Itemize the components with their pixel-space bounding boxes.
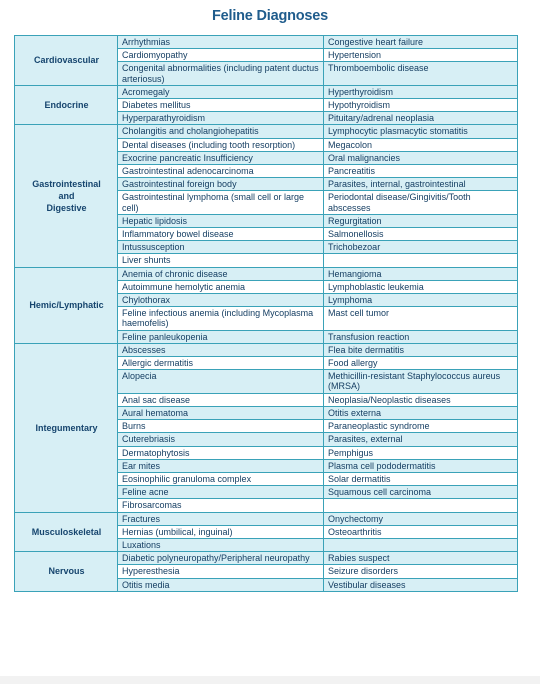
diagnosis-cell-right: Hemangioma [324, 267, 518, 280]
diagnosis-cell-left: Liver shunts [118, 254, 324, 267]
diagnosis-cell-right: Periodontal disease/Gingivitis/Tooth abscesses [324, 191, 518, 214]
table-row [15, 512, 518, 525]
diagnosis-cell-right: Flea bite dermatitis [324, 343, 518, 356]
diagnosis-cell-left: Abscesses [118, 343, 324, 356]
category-label: Hemic/Lymphatic [29, 300, 104, 311]
diagnosis-cell-right: Paraneoplastic syndrome [324, 420, 518, 433]
diagnosis-cell-left: Allergic dermatitis [118, 357, 324, 370]
diagnosis-cell-right: Lymphoma [324, 294, 518, 307]
diagnosis-cell-left: Cardiomyopathy [118, 49, 324, 62]
category-cell [15, 36, 118, 86]
diagnosis-cell-left: Dermatophytosis [118, 446, 324, 459]
diagnosis-cell-left: Eosinophilic granuloma complex [118, 472, 324, 485]
diagnosis-cell-left: Autoimmune hemolytic anemia [118, 280, 324, 293]
diagnosis-cell-right: Hypertension [324, 49, 518, 62]
diagnosis-cell-right: Pancreatitis [324, 165, 518, 178]
diagnosis-cell-right: Osteoarthritis [324, 525, 518, 538]
category-cell [15, 267, 118, 343]
diagnosis-cell-right: Oral malignancies [324, 151, 518, 164]
diagnosis-cell-left: Otitis media [118, 578, 324, 591]
diagnosis-cell-left: Chylothorax [118, 294, 324, 307]
diagnosis-cell-right: Regurgitation [324, 214, 518, 227]
diagnoses-table-body [15, 36, 518, 592]
diagnosis-cell-left: Aural hematoma [118, 406, 324, 419]
diagnosis-cell-left: Hernias (umbilical, inguinal) [118, 525, 324, 538]
diagnosis-cell-right: Salmonellosis [324, 228, 518, 241]
diagnosis-cell-left: Gastrointestinal lymphoma (small cell or large cell) [118, 191, 324, 214]
diagnosis-cell-right: Hypothyroidism [324, 99, 518, 112]
table-row [15, 85, 518, 98]
category-label: Endocrine [44, 100, 89, 111]
diagnosis-cell-right: Lymphoblastic leukemia [324, 280, 518, 293]
diagnosis-cell-right: Hyperthyroidism [324, 85, 518, 98]
diagnosis-cell-left: Cholangitis and cholangiohepatitis [118, 125, 324, 138]
diagnosis-cell-left: Hepatic lipidosis [118, 214, 324, 227]
diagnosis-cell-right: Transfusion reaction [324, 330, 518, 343]
diagnosis-cell-right: Plasma cell pododermatitis [324, 459, 518, 472]
diagnosis-cell-left: Acromegaly [118, 85, 324, 98]
diagnosis-cell-right: Lymphocytic plasmacytic stomatitis [324, 125, 518, 138]
diagnosis-cell-right: Megacolon [324, 138, 518, 151]
table-row [15, 125, 518, 138]
diagnosis-cell-right: Mast cell tumor [324, 307, 518, 330]
page-title: Feline Diagnoses [211, 8, 329, 24]
diagnosis-cell-right: Otitis externa [324, 406, 518, 419]
diagnosis-cell-left: Dental diseases (including tooth resorption) [118, 138, 324, 151]
diagnosis-cell-left: Anemia of chronic disease [118, 267, 324, 280]
diagnosis-cell-right: Vestibular diseases [324, 578, 518, 591]
diagnosis-cell-right: Parasites, internal, gastrointestinal [324, 178, 518, 191]
diagnosis-cell-right: Thromboembolic disease [324, 62, 518, 85]
category-label: Musculoskeletal [31, 526, 102, 537]
diagnosis-cell-right: Squamous cell carcinoma [324, 486, 518, 499]
diagnosis-cell-right: Pituitary/adrenal neoplasia [324, 112, 518, 125]
diagnosis-cell-left: Arrhythmias [118, 36, 324, 49]
table-row [15, 267, 518, 280]
diagnosis-cell-left: Hyperparathyroidism [118, 112, 324, 125]
category-cell [15, 85, 118, 125]
table-row [15, 343, 518, 356]
diagnosis-cell-left: Luxations [118, 538, 324, 551]
table-row [15, 36, 518, 49]
diagnosis-cell-left: Fibrosarcomas [118, 499, 324, 512]
diagnosis-cell-left: Alopecia [118, 370, 324, 393]
diagnosis-cell-right: Solar dermatitis [324, 472, 518, 485]
diagnosis-cell-left: Feline acne [118, 486, 324, 499]
diagnosis-cell-right: Methicillin-resistant Staphylococcus aureus (MRSA) [324, 370, 518, 393]
diagnosis-cell-left: Cuterebriasis [118, 433, 324, 446]
diagnosis-cell-left: Gastrointestinal adenocarcinoma [118, 165, 324, 178]
diagnosis-cell-left: Feline panleukopenia [118, 330, 324, 343]
diagnosis-cell-left: Anal sac disease [118, 393, 324, 406]
diagnosis-cell-left: Congenital abnormalities (including patent ductus arteriosus) [118, 62, 324, 85]
category-label: Gastrointestinal and Digestive [32, 179, 101, 214]
diagnosis-cell-right: Onychectomy [324, 512, 518, 525]
diagnosis-cell-left: Inflammatory bowel disease [118, 228, 324, 241]
category-cell [15, 125, 118, 267]
category-cell [15, 512, 118, 552]
diagnosis-cell-right: Rabies suspect [324, 552, 518, 565]
diagnosis-cell-left: Diabetes mellitus [118, 99, 324, 112]
category-label: Integumentary [35, 422, 98, 433]
diagnosis-cell-right: Parasites, external [324, 433, 518, 446]
category-cell [15, 343, 118, 512]
diagnosis-cell-right [324, 538, 518, 551]
diagnosis-cell-right [324, 254, 518, 267]
diagnosis-cell-right: Trichobezoar [324, 241, 518, 254]
diagnosis-cell-left: Feline infectious anemia (including Mycoplasma haemofelis) [118, 307, 324, 330]
diagnosis-cell-left: Fractures [118, 512, 324, 525]
diagnosis-cell-right: Pemphigus [324, 446, 518, 459]
diagnosis-cell-left: Gastrointestinal foreign body [118, 178, 324, 191]
table-row [15, 552, 518, 565]
category-label: Nervous [48, 566, 85, 577]
diagnosis-cell-left: Exocrine pancreatic Insufficiency [118, 151, 324, 164]
diagnosis-cell-right [324, 499, 518, 512]
diagnosis-cell-left: Ear mites [118, 459, 324, 472]
diagnosis-cell-left: Burns [118, 420, 324, 433]
diagnosis-cell-right: Congestive heart failure [324, 36, 518, 49]
diagnosis-cell-right: Seizure disorders [324, 565, 518, 578]
diagnosis-cell-right: Food allergy [324, 357, 518, 370]
diagnosis-cell-left: Hyperesthesia [118, 565, 324, 578]
page-bottom-strip [0, 676, 540, 684]
diagnosis-cell-left: Diabetic polyneuropathy/Peripheral neuropathy [118, 552, 324, 565]
diagnoses-table [14, 35, 518, 592]
diagnosis-cell-right: Neoplasia/Neoplastic diseases [324, 393, 518, 406]
category-label: Cardiovascular [33, 55, 100, 66]
diagnosis-cell-left: Intussusception [118, 241, 324, 254]
category-cell [15, 552, 118, 592]
